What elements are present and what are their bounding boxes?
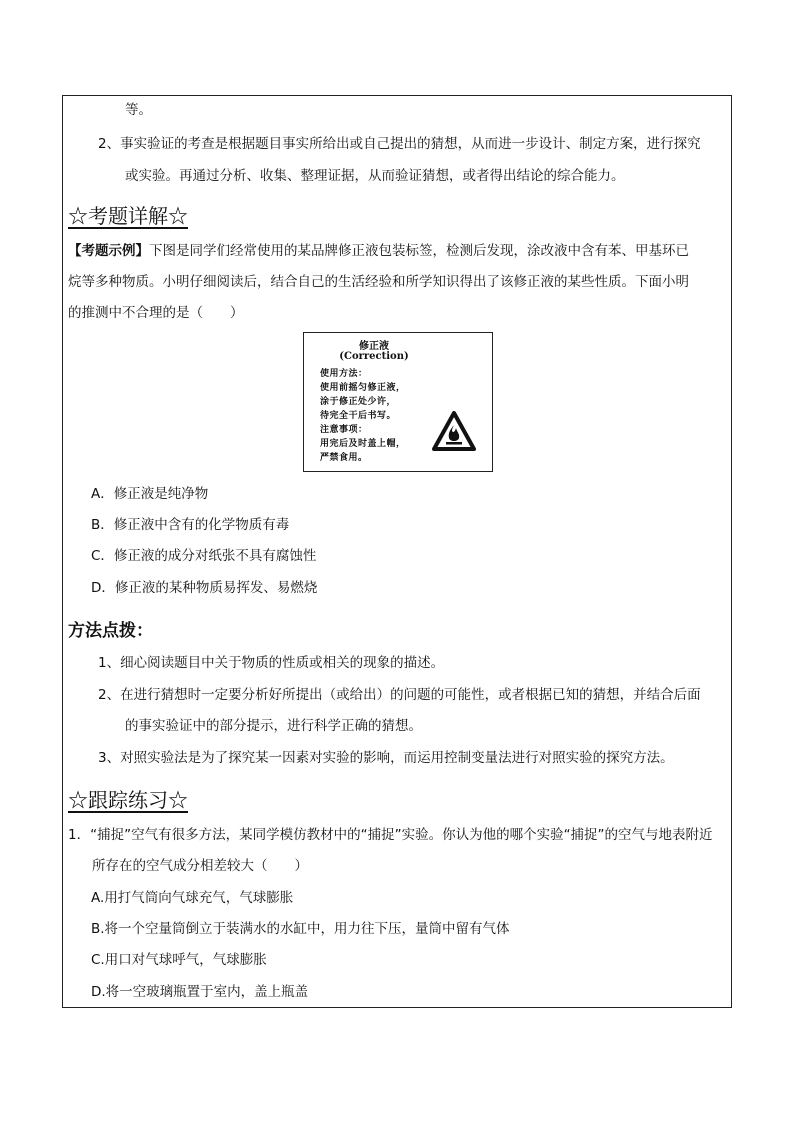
label-title: 修正液 (359, 341, 389, 352)
intro-line-1: 等。 (125, 102, 152, 118)
example-text-1: 下图是同学们经常使用的某品牌修正液包装标签，检测后发现，涂改液中含有苯、甲基环已 (149, 243, 689, 259)
method-point-2b: 的事实验证中的部分提示，进行科学正确的猜想。 (125, 718, 422, 734)
exercise-line-2: 所存在的空气成分相差较大（ ） (92, 858, 308, 874)
intro-line-3: 或实验。再通过分析、收集、整理证据，从而验证猜想，或者得出结论的综合能力。 (125, 168, 625, 184)
flammable-warning-icon (432, 411, 476, 451)
option-c: C．修正液的成分对纸张不具有腐蚀性 (91, 548, 317, 564)
method-title: 方法点拨： (68, 621, 153, 641)
intro-line-2: 2、事实验证的考查是根据题目事实所给出或自己提出的猜想，从而进一步设计、制定方案，进行探究 (98, 136, 701, 152)
example-tag: 【考题示例】 (68, 243, 149, 259)
correction-fluid-label-image (303, 332, 493, 472)
label-line: 待完全干后书写。 (320, 411, 397, 421)
label-line: 注意事项： (320, 425, 368, 435)
method-point-3: 3、对照实验法是为了探究某一因素对实验的影响，而运用控制变量法进行对照实验的探究方法。 (98, 750, 674, 766)
exercise-option-c: C.用口对气球呼气，气球膨胀 (91, 952, 267, 968)
option-a: A．修正液是纯净物 (91, 486, 209, 502)
exercise-option-b: B.将一个空量筒倒立于装满水的水缸中，用力往下压，量筒中留有气体 (91, 921, 510, 937)
example-line-2: 烷等多种物质。小明仔细阅读后，结合自己的生活经验和所学知识得出了该修正液的某些性质。下面小明 (68, 274, 689, 290)
label-subtitle: (Correction) (339, 351, 409, 362)
example-line-3: 的推测中不合理的是（ ） (68, 305, 244, 321)
option-d: D．修正液的某种物质易挥发、易燃烧 (91, 580, 318, 596)
exercise-option-a: A.用打气筒向气球充气，气球膨胀 (91, 890, 294, 906)
label-line: 用完后及时盖上帽， (320, 439, 406, 449)
method-point-1: 1、细心阅读题目中关于物质的性质或相关的现象的描述。 (98, 655, 445, 671)
exercise-option-d: D.将一空玻璃瓶置于室内，盖上瓶盖 (91, 984, 309, 1000)
label-line: 使用方法： (320, 369, 368, 379)
section-title-exam-explained: ☆考题详解☆ (68, 204, 188, 228)
label-line: 使用前摇匀修正液， (320, 383, 406, 393)
section-title-follow-up-practice: ☆跟踪练习☆ (68, 788, 188, 812)
method-point-2a: 2、在进行猜想时一定要分析好所提出（或给出）的问题的可能性，或者根据已知的猜想，并结合后面 (98, 687, 701, 703)
exercise-line-1: 1．“捕捉”空气有很多方法，某同学模仿教材中的“捕捉”实验。你认为他的哪个实验“捕捉”的空气与地表附近 (68, 827, 713, 843)
label-line: 涂于修正处少许， (320, 397, 397, 407)
option-b: B．修正液中含有的化学物质有毒 (91, 517, 290, 533)
label-line: 严禁食用。 (320, 453, 368, 463)
example-line-1 (68, 241, 689, 261)
